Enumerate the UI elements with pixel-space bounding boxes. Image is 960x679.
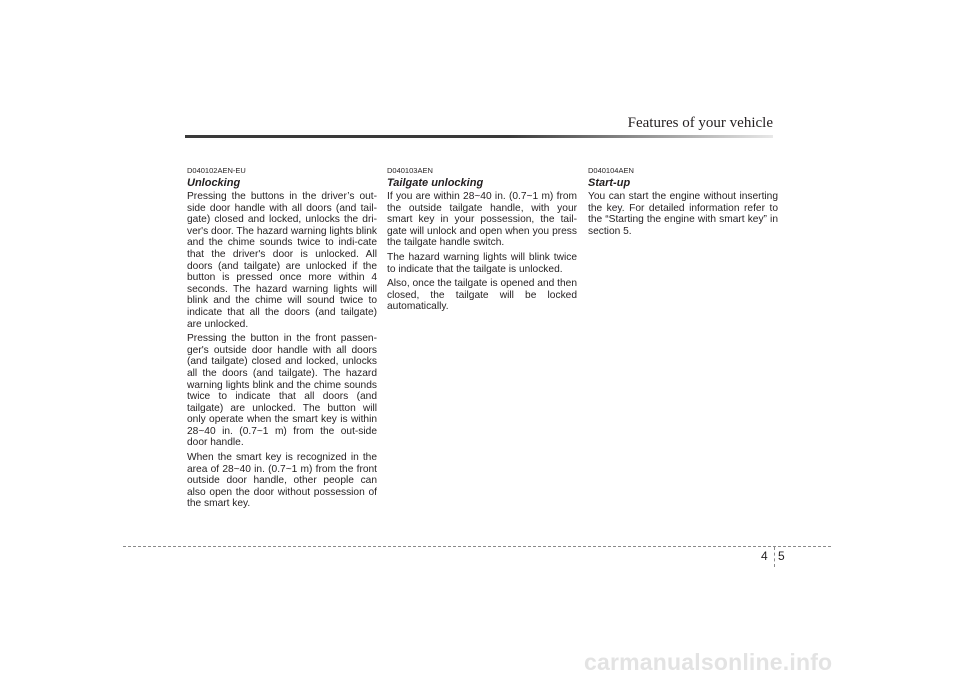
paragraph: Also, once the tailgate is opened and then closed, the tailgate will be locked automatically. xyxy=(387,278,577,313)
page-header-title: Features of your vehicle xyxy=(627,115,773,131)
paragraph: You can start the engine without inserting the key. For detailed information refer to the “Starting the engine with smart key” in section 5. xyxy=(588,191,778,237)
chapter-number: 4 xyxy=(761,549,768,563)
paragraph: The hazard warning lights will blink twice to indicate that the tailgate is unlocked. xyxy=(387,251,577,275)
watermark: carmanualsonline.info xyxy=(584,649,833,675)
section-heading: Unlocking xyxy=(187,177,241,189)
section-code: D040104AEN xyxy=(588,166,634,175)
page-number-divider xyxy=(774,547,775,567)
paragraph: Pressing the buttons in the driver’s out-side door handle with all doors (and tail-gate) closed and locked, unlocks the dri-ver's door. The hazard warning lights blink and the chime sounds twice to indi-cate that the driver's door is unlocked. All doors (and tailgate) are unlocked if the button is pressed once more within 4 seconds. The hazard warning lights will blink and the chime will sound twice to indicate that all the doors (and tailgate) are unlocked. xyxy=(187,191,377,330)
section-code: D040103AEN xyxy=(387,166,433,175)
section-tailgate-unlocking xyxy=(387,166,577,316)
section-heading: Tailgate unlocking xyxy=(387,177,484,189)
header-rule xyxy=(185,135,773,138)
page-number: 5 xyxy=(778,549,785,563)
paragraph: If you are within 28~40 in. (0.7~1 m) from the outside tailgate handle, with your smart key in your possession, the tail-gate will unlock and open when you press the tailgate handle switch. xyxy=(387,191,577,249)
paragraph: When the smart key is recognized in the area of 28~40 in. (0.7~1 m) from the front outside door handle, other people can also open the door without possession of the smart key. xyxy=(187,452,377,510)
section-start-up xyxy=(588,166,778,240)
section-heading: Start-up xyxy=(588,177,631,189)
section-unlocking xyxy=(187,166,377,513)
section-code: D040102AEN-EU xyxy=(187,166,246,175)
paragraph: Pressing the button in the front passen-ger's outside door handle with all doors (and tailgate) closed and locked, unlocks all the doors (and tailgate). The hazard warning lights blink and the chime sounds twice to indicate that all doors (and tailgate) are unlocked. The button will only operate when the smart key is within 28~40 in. (0.7~1 m) from the out-side door handle. xyxy=(187,333,377,449)
footer-rule xyxy=(123,546,831,547)
